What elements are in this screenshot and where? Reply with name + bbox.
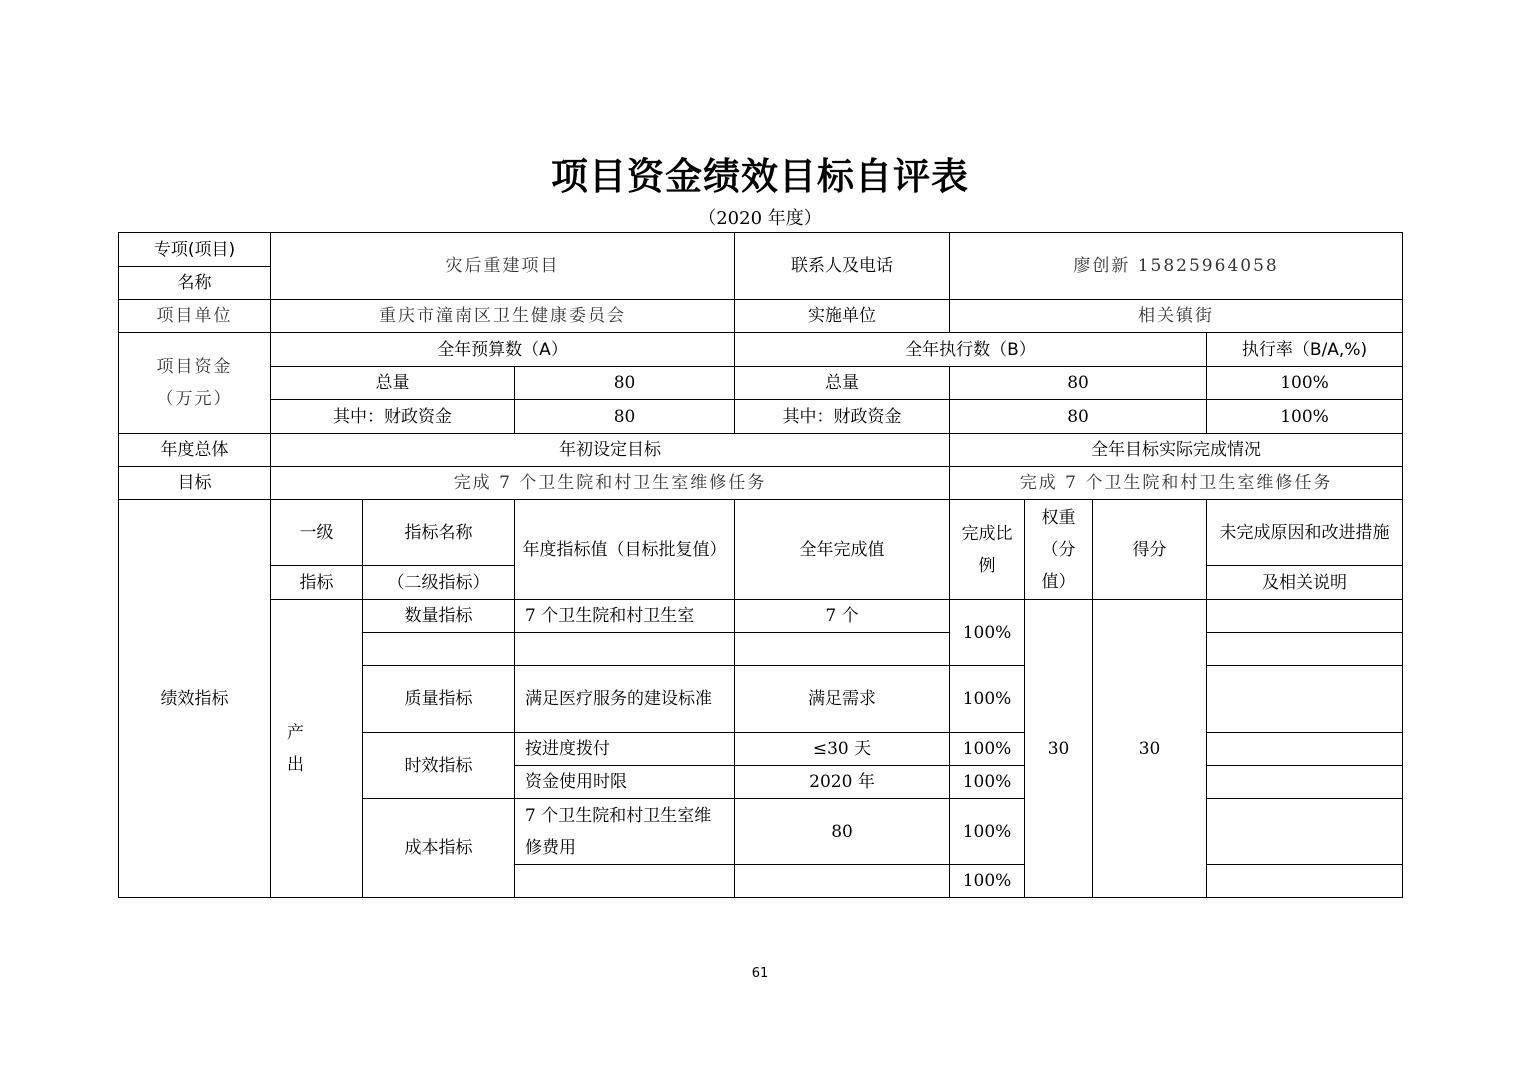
label-score: 得分 <box>1093 500 1207 600</box>
label-project-unit: 项目单位 <box>119 300 271 333</box>
impl-unit-value: 相关镇街 <box>950 300 1403 333</box>
fiscal-executed: 80 <box>950 400 1207 434</box>
reason-cell-5 <box>1207 766 1403 799</box>
label-reason-b: 及相关说明 <box>1207 566 1403 600</box>
label-level1-b: 指标 <box>271 566 363 600</box>
timeliness-ratio-1: 100% <box>950 733 1025 766</box>
label-total: 总量 <box>271 367 515 400</box>
label-executed: 全年执行数（B） <box>735 333 1207 367</box>
empty-target-cell <box>515 633 735 666</box>
label-funds <box>119 333 271 434</box>
indicator-cost: 成本指标 <box>363 799 515 898</box>
empty-indicator-cell <box>363 633 515 666</box>
label-rate: 执行率（B/A,%) <box>1207 333 1403 367</box>
label-indicator-name-a: 指标名称 <box>363 500 515 566</box>
weight-value: 30 <box>1025 600 1093 898</box>
initial-goal-value: 完成 7 个卫生院和村卫生室维修任务 <box>271 467 950 500</box>
cost-target-2 <box>515 865 735 898</box>
cost-value-1: 80 <box>735 799 950 865</box>
label-fiscal-2: 其中：财政资金 <box>735 400 950 434</box>
quality-target: 满足医疗服务的建设标准 <box>515 666 735 733</box>
label-fiscal: 其中：财政资金 <box>271 400 515 434</box>
reason-cell-1 <box>1207 600 1403 633</box>
label-impl-unit: 实施单位 <box>735 300 950 333</box>
indicator-quantity: 数量指标 <box>363 600 515 633</box>
total-budget: 80 <box>515 367 735 400</box>
label-full-year-value: 全年完成值 <box>735 500 950 600</box>
page-number: 61 <box>751 966 769 981</box>
fiscal-budget: 80 <box>515 400 735 434</box>
indicator-quality: 质量指标 <box>363 666 515 733</box>
label-weight: 权重（分值） <box>1025 500 1093 600</box>
contact-value: 廖创新 15825964058 <box>950 233 1403 300</box>
cost-ratio-1: 100% <box>950 799 1025 865</box>
label-funds-2: （万元） <box>156 389 233 409</box>
output-char-b: 出 <box>287 754 306 775</box>
reason-cell-6 <box>1207 799 1403 865</box>
quantity-target: 7 个卫生院和村卫生室 <box>515 600 735 633</box>
label-reason-a: 未完成原因和改进措施 <box>1207 500 1403 566</box>
cost-value-2 <box>735 865 950 898</box>
label-initial-target: 年初设定目标 <box>271 434 950 467</box>
label-total-2: 总量 <box>735 367 950 400</box>
quantity-value: 7 个 <box>735 600 950 633</box>
label-project-name-2: 名称 <box>119 267 271 300</box>
total-executed: 80 <box>950 367 1207 400</box>
label-goal: 目标 <box>119 467 271 500</box>
quality-value: 满足需求 <box>735 666 950 733</box>
label-annual-value: 年度指标值（目标批复值） <box>515 500 735 600</box>
actual-goal-value: 完成 7 个卫生院和村卫生室维修任务 <box>950 467 1403 500</box>
project-unit-value: 重庆市潼南区卫生健康委员会 <box>271 300 735 333</box>
fiscal-rate: 100% <box>1207 400 1403 434</box>
label-annual-overall: 年度总体 <box>119 434 271 467</box>
reason-cell-3 <box>1207 666 1403 733</box>
quality-ratio: 100% <box>950 666 1025 733</box>
document-title: 项目资金绩效目标自评表 <box>551 154 969 198</box>
output-char-a: 产 <box>287 722 306 743</box>
label-actual-completion: 全年目标实际完成情况 <box>950 434 1403 467</box>
output-category <box>271 600 363 898</box>
label-indicator-name-b: （二级指标） <box>363 566 515 600</box>
timeliness-target-2: 资金使用时限 <box>515 766 735 799</box>
empty-value-cell <box>735 633 950 666</box>
label-completion-ratio: 完成比例 <box>950 500 1025 600</box>
timeliness-ratio-2: 100% <box>950 766 1025 799</box>
score-value: 30 <box>1093 600 1207 898</box>
quantity-ratio: 100% <box>950 600 1025 666</box>
timeliness-value-2: 2020 年 <box>735 766 950 799</box>
label-kpi: 绩效指标 <box>119 500 271 898</box>
reason-cell-7 <box>1207 865 1403 898</box>
document-year: （2020 年度） <box>698 208 822 229</box>
total-rate: 100% <box>1207 367 1403 400</box>
label-project-name: 专项(项目) <box>119 233 271 267</box>
label-budget: 全年预算数（A） <box>271 333 735 367</box>
cost-ratio-2: 100% <box>950 865 1025 898</box>
timeliness-value-1: ≤30 天 <box>735 733 950 766</box>
self-evaluation-table <box>118 232 1403 898</box>
project-name-value: 灾后重建项目 <box>271 233 735 300</box>
timeliness-target-1: 按进度拨付 <box>515 733 735 766</box>
label-funds-1: 项目资金 <box>156 357 233 377</box>
indicator-timeliness: 时效指标 <box>363 733 515 799</box>
label-level1-a: 一级 <box>271 500 363 566</box>
label-contact: 联系人及电话 <box>735 233 950 300</box>
reason-cell-2 <box>1207 633 1403 666</box>
reason-cell-4 <box>1207 733 1403 766</box>
cost-target-1: 7 个卫生院和村卫生室维修费用 <box>515 799 735 865</box>
